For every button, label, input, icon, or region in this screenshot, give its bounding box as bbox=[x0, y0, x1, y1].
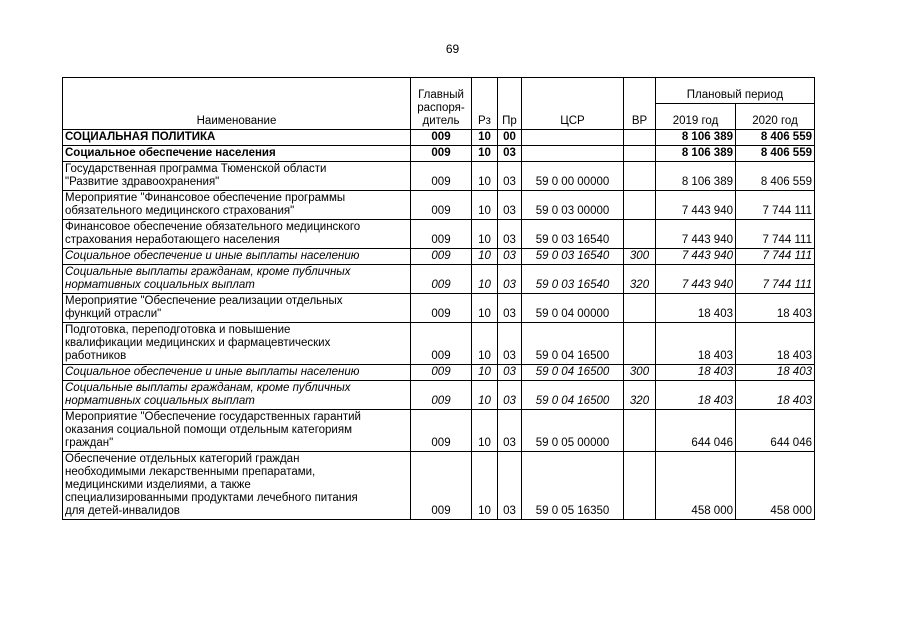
row-csr: 59 0 03 00000 bbox=[522, 191, 624, 220]
row-csr: 59 0 04 16500 bbox=[522, 323, 624, 365]
row-pr: 03 bbox=[498, 249, 522, 265]
row-pr: 00 bbox=[498, 130, 522, 146]
row-name bbox=[63, 323, 411, 365]
row-name bbox=[63, 410, 411, 452]
header-csr: ЦСР bbox=[522, 78, 624, 130]
row-value-2019: 7 443 940 bbox=[656, 249, 736, 265]
row-glavny: 009 bbox=[411, 381, 472, 410]
row-name-line: обязательного медицинского страхования" bbox=[65, 205, 295, 217]
row-name bbox=[63, 294, 411, 323]
row-name-line: Социальное обеспечение и иные выплаты населению bbox=[65, 366, 360, 378]
table-body bbox=[63, 130, 815, 520]
row-vr bbox=[624, 323, 656, 365]
row-rz: 10 bbox=[472, 294, 498, 323]
row-value-2020: 18 403 bbox=[736, 323, 815, 365]
row-pr: 03 bbox=[498, 265, 522, 294]
row-name-line: граждан" bbox=[65, 437, 114, 449]
row-csr: 59 0 05 00000 bbox=[522, 410, 624, 452]
row-pr: 03 bbox=[498, 294, 522, 323]
header-year-2019: 2019 год bbox=[656, 104, 736, 130]
row-name bbox=[63, 381, 411, 410]
row-vr bbox=[624, 146, 656, 162]
row-glavny: 009 bbox=[411, 146, 472, 162]
row-name-line: нормативных социальных выплат bbox=[65, 279, 255, 291]
row-vr: 320 bbox=[624, 381, 656, 410]
table-row bbox=[63, 410, 815, 452]
budget-table bbox=[62, 77, 815, 520]
row-pr: 03 bbox=[498, 381, 522, 410]
row-name bbox=[63, 249, 411, 265]
table-row bbox=[63, 162, 815, 191]
row-value-2019: 8 106 389 bbox=[656, 162, 736, 191]
row-name-line: функций отрасли" bbox=[65, 308, 162, 320]
table-row bbox=[63, 146, 815, 162]
row-glavny: 009 bbox=[411, 162, 472, 191]
row-rz: 10 bbox=[472, 249, 498, 265]
row-name-line: оказания социальной помощи отдельным категориям bbox=[65, 424, 352, 436]
row-name-line: нормативных социальных выплат bbox=[65, 395, 255, 407]
row-name bbox=[63, 191, 411, 220]
row-pr: 03 bbox=[498, 452, 522, 520]
row-name-line: работников bbox=[65, 350, 127, 362]
row-rz: 10 bbox=[472, 130, 498, 146]
row-name-line: Государственная программа Тюменской области bbox=[65, 163, 327, 175]
row-value-2020: 18 403 bbox=[736, 365, 815, 381]
row-name-line: Мероприятие "Финансовое обеспечение программы bbox=[65, 192, 346, 204]
table-row bbox=[63, 294, 815, 323]
row-csr: 59 0 04 16500 bbox=[522, 381, 624, 410]
row-value-2019: 458 000 bbox=[656, 452, 736, 520]
page-number: 69 bbox=[445, 42, 460, 56]
row-value-2020: 644 046 bbox=[736, 410, 815, 452]
row-name bbox=[63, 220, 411, 249]
row-value-2020: 18 403 bbox=[736, 294, 815, 323]
row-name-line: "Развитие здравоохранения" bbox=[65, 176, 220, 188]
row-csr: 59 0 03 16540 bbox=[522, 265, 624, 294]
table-row bbox=[63, 191, 815, 220]
row-rz: 10 bbox=[472, 365, 498, 381]
row-value-2019: 18 403 bbox=[656, 381, 736, 410]
table-row bbox=[63, 130, 815, 146]
row-vr bbox=[624, 130, 656, 146]
header-vr: ВР bbox=[624, 78, 656, 130]
header-name: Наименование bbox=[63, 78, 411, 130]
row-csr bbox=[522, 130, 624, 146]
row-glavny: 009 bbox=[411, 365, 472, 381]
row-rz: 10 bbox=[472, 220, 498, 249]
row-value-2019: 8 106 389 bbox=[656, 146, 736, 162]
row-value-2020: 8 406 559 bbox=[736, 162, 815, 191]
row-name-line: Подготовка, переподготовка и повышение bbox=[65, 324, 291, 336]
row-glavny: 009 bbox=[411, 452, 472, 520]
row-value-2020: 8 406 559 bbox=[736, 146, 815, 162]
row-value-2020: 7 744 111 bbox=[736, 220, 815, 249]
row-glavny: 009 bbox=[411, 294, 472, 323]
row-vr bbox=[624, 294, 656, 323]
row-name-line: СОЦИАЛЬНАЯ ПОЛИТИКА bbox=[65, 131, 216, 143]
row-rz: 10 bbox=[472, 162, 498, 191]
row-rz: 10 bbox=[472, 452, 498, 520]
row-glavny: 009 bbox=[411, 220, 472, 249]
row-pr: 03 bbox=[498, 146, 522, 162]
row-vr bbox=[624, 410, 656, 452]
row-name bbox=[63, 365, 411, 381]
table-row bbox=[63, 220, 815, 249]
table-row bbox=[63, 365, 815, 381]
row-vr bbox=[624, 191, 656, 220]
row-pr: 03 bbox=[498, 220, 522, 249]
row-name-line: специализированными продуктами лечебного питания bbox=[65, 492, 358, 504]
row-vr bbox=[624, 162, 656, 191]
row-value-2019: 7 443 940 bbox=[656, 191, 736, 220]
row-value-2020: 7 744 111 bbox=[736, 191, 815, 220]
row-value-2019: 18 403 bbox=[656, 323, 736, 365]
row-csr bbox=[522, 146, 624, 162]
row-vr: 300 bbox=[624, 365, 656, 381]
row-glavny: 009 bbox=[411, 323, 472, 365]
row-value-2020: 458 000 bbox=[736, 452, 815, 520]
row-name-line: для детей-инвалидов bbox=[65, 505, 180, 517]
row-rz: 10 bbox=[472, 410, 498, 452]
header-plan-period: Плановый период bbox=[656, 78, 815, 104]
row-value-2019: 644 046 bbox=[656, 410, 736, 452]
row-value-2020: 18 403 bbox=[736, 381, 815, 410]
row-name-line: Мероприятие "Обеспечение реализации отдельных bbox=[65, 295, 343, 307]
header-year-2020: 2020 год bbox=[736, 104, 815, 130]
table-row bbox=[63, 249, 815, 265]
row-name-line: квалификации медицинских и фармацевтических bbox=[65, 337, 331, 349]
table-row bbox=[63, 381, 815, 410]
row-csr: 59 0 00 00000 bbox=[522, 162, 624, 191]
row-glavny: 009 bbox=[411, 130, 472, 146]
row-pr: 03 bbox=[498, 323, 522, 365]
row-pr: 03 bbox=[498, 365, 522, 381]
row-csr: 59 0 04 00000 bbox=[522, 294, 624, 323]
header-glavny-line1: Главный bbox=[418, 89, 464, 101]
row-rz: 10 bbox=[472, 265, 498, 294]
row-name bbox=[63, 452, 411, 520]
row-name-line: Финансовое обеспечение обязательного медицинского bbox=[65, 221, 361, 233]
row-glavny: 009 bbox=[411, 191, 472, 220]
row-pr: 03 bbox=[498, 162, 522, 191]
row-name-line: Социальное обеспечение населения bbox=[65, 147, 276, 159]
row-pr: 03 bbox=[498, 191, 522, 220]
row-name bbox=[63, 146, 411, 162]
row-value-2020: 8 406 559 bbox=[736, 130, 815, 146]
row-vr: 320 bbox=[624, 265, 656, 294]
row-name-line: Мероприятие "Обеспечение государственных гарантий bbox=[65, 411, 361, 423]
row-value-2019: 7 443 940 bbox=[656, 220, 736, 249]
row-csr: 59 0 05 16350 bbox=[522, 452, 624, 520]
row-csr: 59 0 03 16540 bbox=[522, 249, 624, 265]
row-name-line: Обеспечение отдельных категорий граждан bbox=[65, 453, 300, 465]
row-vr bbox=[624, 220, 656, 249]
header-glavny-line3: дитель bbox=[422, 115, 460, 127]
row-name-line: Социальные выплаты гражданам, кроме публичных bbox=[65, 382, 351, 394]
row-glavny: 009 bbox=[411, 265, 472, 294]
header-pr: Пр bbox=[498, 78, 522, 130]
table-row bbox=[63, 265, 815, 294]
header-glavny bbox=[411, 78, 472, 130]
row-value-2019: 8 106 389 bbox=[656, 130, 736, 146]
row-csr: 59 0 03 16540 bbox=[522, 220, 624, 249]
row-value-2019: 18 403 bbox=[656, 365, 736, 381]
row-glavny: 009 bbox=[411, 249, 472, 265]
row-vr bbox=[624, 452, 656, 520]
table-row bbox=[63, 323, 815, 365]
row-value-2019: 7 443 940 bbox=[656, 265, 736, 294]
row-value-2020: 7 744 111 bbox=[736, 265, 815, 294]
header-rz: Рз bbox=[472, 78, 498, 130]
row-name-line: Социальные выплаты гражданам, кроме публичных bbox=[65, 266, 351, 278]
row-name-line: страхования неработающего населения bbox=[65, 234, 280, 246]
row-name-line: Социальное обеспечение и иные выплаты населению bbox=[65, 250, 360, 262]
row-value-2020: 7 744 111 bbox=[736, 249, 815, 265]
row-value-2019: 18 403 bbox=[656, 294, 736, 323]
row-rz: 10 bbox=[472, 146, 498, 162]
row-rz: 10 bbox=[472, 191, 498, 220]
row-rz: 10 bbox=[472, 381, 498, 410]
row-glavny: 009 bbox=[411, 410, 472, 452]
header-glavny-line2: распоря- bbox=[417, 102, 465, 114]
row-name bbox=[63, 265, 411, 294]
row-csr: 59 0 04 16500 bbox=[522, 365, 624, 381]
table-row bbox=[63, 452, 815, 520]
row-rz: 10 bbox=[472, 323, 498, 365]
row-vr: 300 bbox=[624, 249, 656, 265]
row-name-line: необходимыми лекарственными препаратами, bbox=[65, 466, 316, 478]
row-name bbox=[63, 130, 411, 146]
row-name bbox=[63, 162, 411, 191]
row-pr: 03 bbox=[498, 410, 522, 452]
row-name-line: медицинскими изделиями, а также bbox=[65, 479, 251, 491]
